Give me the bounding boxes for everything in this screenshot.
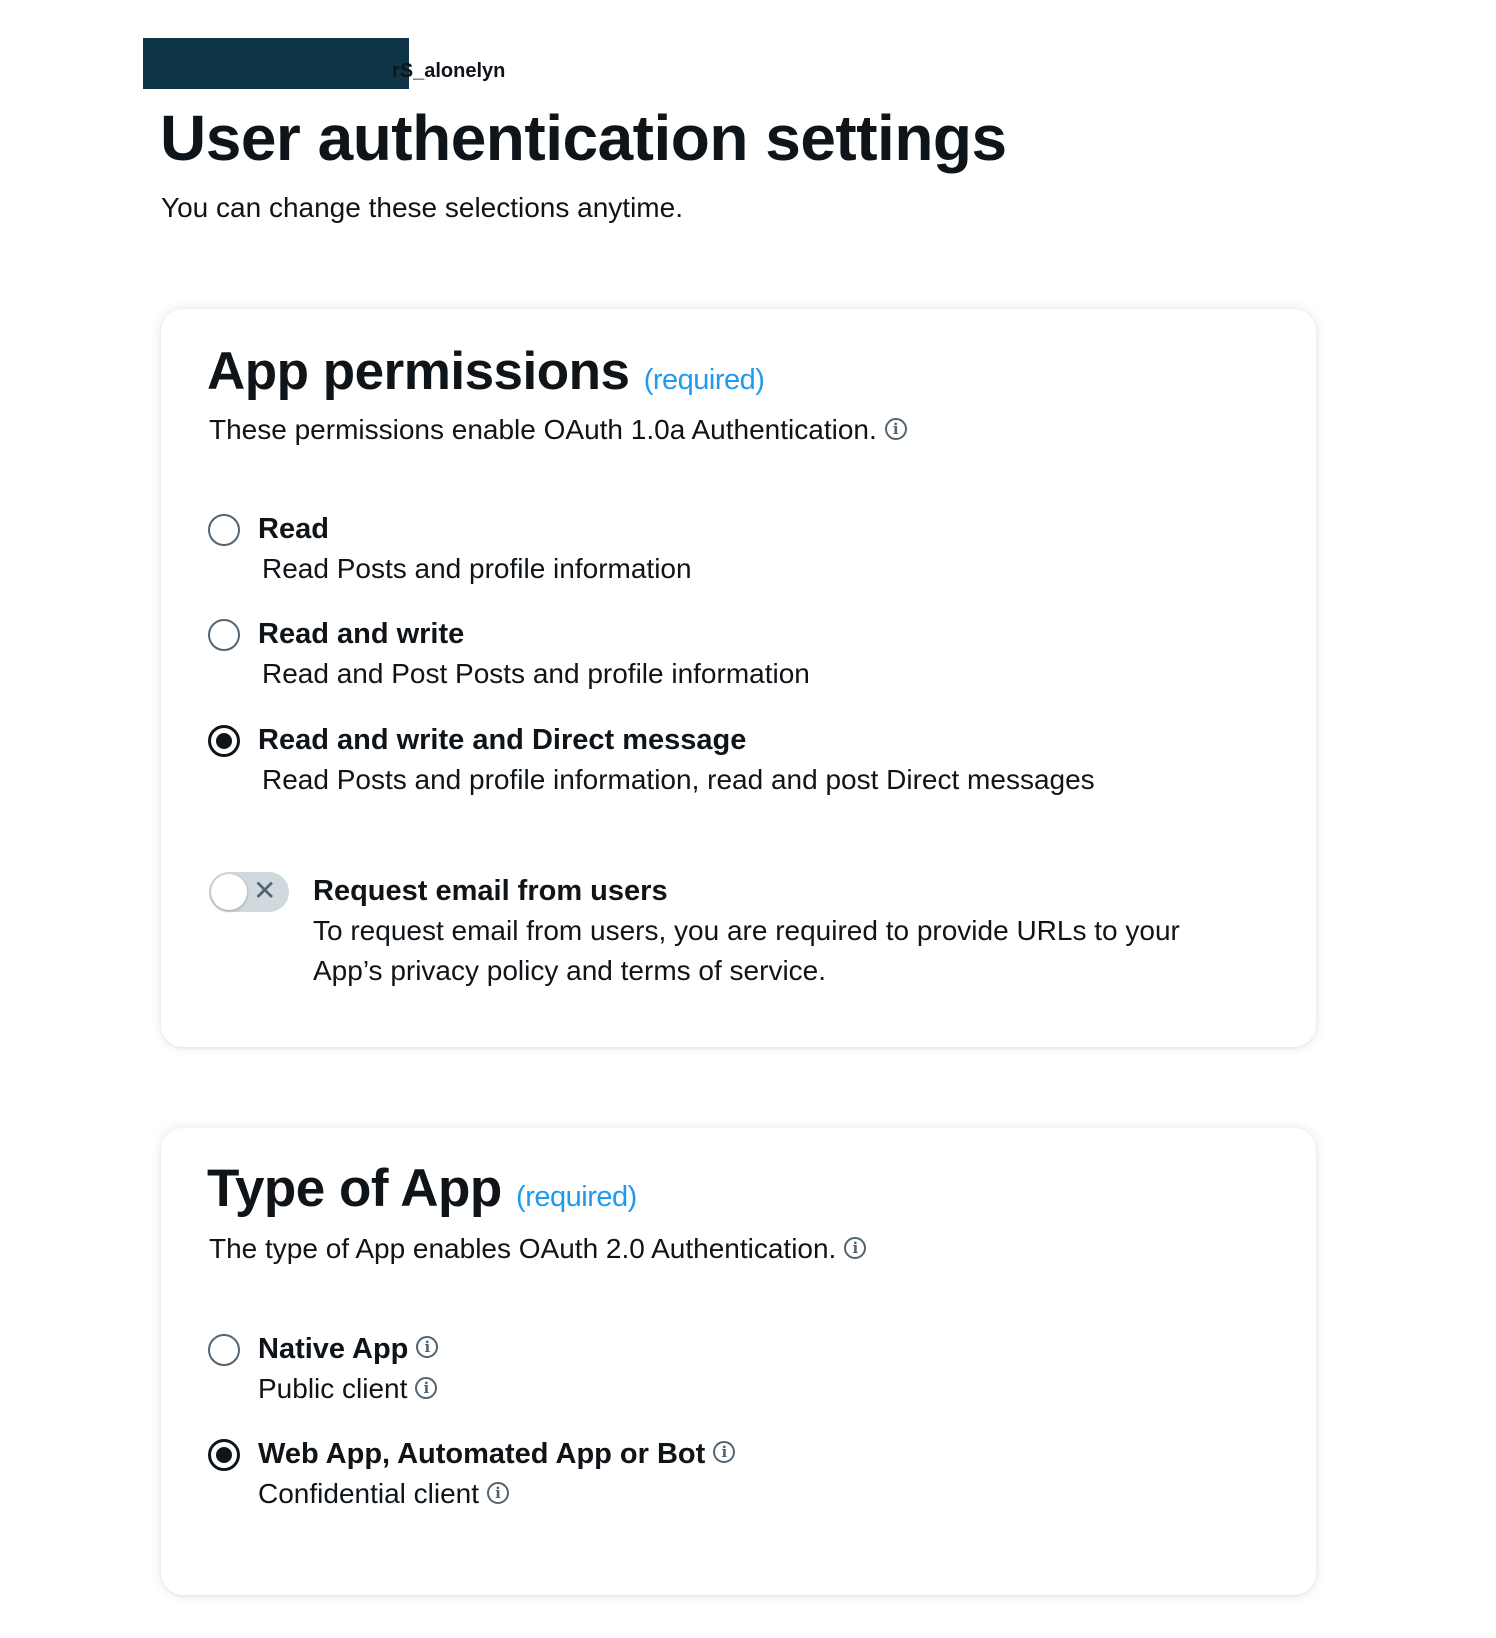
toggle-knob bbox=[211, 874, 247, 910]
info-icon[interactable]: i bbox=[844, 1237, 866, 1259]
type-of-app-title: Type of App bbox=[207, 1159, 502, 1218]
radio-read-write[interactable] bbox=[208, 619, 240, 651]
page-title: User authentication settings bbox=[160, 102, 1007, 174]
close-icon: ✕ bbox=[253, 875, 277, 906]
required-label: (required) bbox=[516, 1181, 637, 1213]
permission-option-description: Read and Post Posts and profile information bbox=[262, 658, 810, 689]
permission-option-title: Read bbox=[258, 513, 329, 545]
app-name: rS_alonelyn bbox=[392, 60, 506, 82]
permission-option-title: Read and write and Direct message bbox=[258, 724, 747, 756]
app-permissions-description bbox=[209, 413, 907, 447]
app-permissions-description-text: These permissions enable OAuth 1.0a Authentication. bbox=[209, 414, 877, 445]
info-icon[interactable]: i bbox=[885, 418, 907, 440]
app-permissions-heading bbox=[207, 341, 764, 411]
required-label: (required) bbox=[643, 364, 765, 396]
info-icon[interactable]: i bbox=[713, 1441, 735, 1463]
app-permissions-card bbox=[161, 309, 1316, 1047]
info-icon[interactable]: i bbox=[416, 1336, 438, 1358]
native-app-label: Native App bbox=[258, 1333, 409, 1365]
radio-native-app[interactable] bbox=[208, 1334, 240, 1366]
permission-option-description: Read Posts and profile information, read and post Direct messages bbox=[262, 764, 1095, 795]
radio-read-write-dm[interactable] bbox=[208, 725, 240, 757]
redacted-app-id bbox=[143, 38, 409, 89]
request-email-description-line1: To request email from users, you are required to provide URLs to your bbox=[313, 915, 1180, 946]
app-type-option-description bbox=[258, 1477, 509, 1511]
type-of-app-heading bbox=[207, 1158, 637, 1228]
request-email-toggle[interactable] bbox=[209, 872, 289, 912]
info-icon[interactable]: i bbox=[415, 1377, 437, 1399]
public-client-label: Public client bbox=[258, 1373, 408, 1404]
app-type-option-title bbox=[258, 1437, 735, 1471]
info-icon[interactable]: i bbox=[487, 1482, 509, 1504]
confidential-client-label: Confidential client bbox=[258, 1478, 480, 1509]
page-subtitle: You can change these selections anytime. bbox=[161, 192, 683, 223]
permission-option-title: Read and write bbox=[258, 618, 465, 650]
radio-read[interactable] bbox=[208, 514, 240, 546]
request-email-description-line2: App’s privacy policy and terms of service. bbox=[313, 955, 827, 986]
type-of-app-description bbox=[209, 1232, 866, 1266]
app-type-option-description bbox=[258, 1372, 437, 1406]
request-email-title: Request email from users bbox=[313, 875, 668, 907]
radio-web-app[interactable] bbox=[208, 1439, 240, 1471]
app-permissions-title: App permissions bbox=[207, 342, 630, 401]
type-of-app-description-text: The type of App enables OAuth 2.0 Authentication. bbox=[209, 1233, 837, 1264]
app-type-option-title bbox=[258, 1332, 438, 1366]
permission-option-description: Read Posts and profile information bbox=[262, 553, 692, 584]
web-app-label: Web App, Automated App or Bot bbox=[258, 1438, 706, 1470]
type-of-app-card bbox=[161, 1128, 1316, 1595]
